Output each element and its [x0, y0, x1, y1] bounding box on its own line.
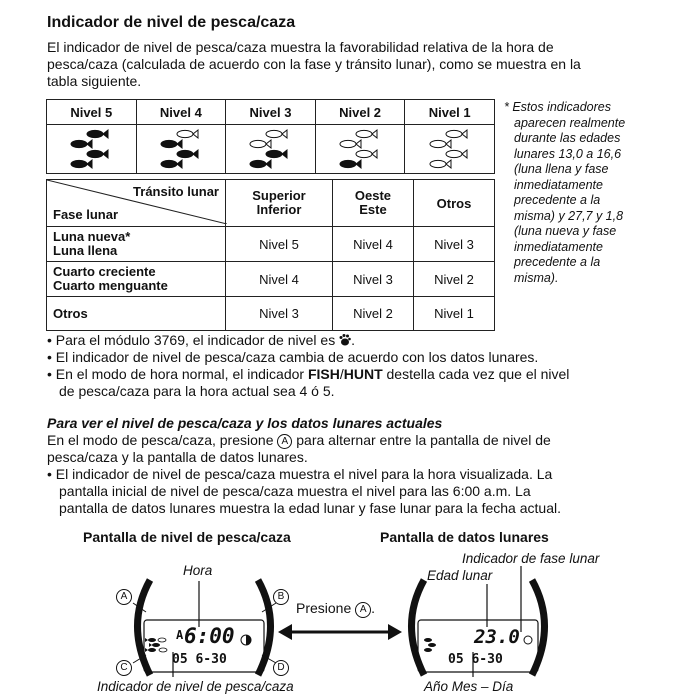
right-diagram-title: Pantalla de datos lunares	[380, 529, 549, 545]
col-header: Otros	[413, 180, 494, 227]
key-a-icon: A	[277, 434, 292, 449]
side-note	[504, 100, 674, 286]
col-header: Oeste Este	[332, 180, 413, 227]
left-lcd-letter: A	[176, 628, 184, 642]
corner-top-label: Tránsito lunar	[133, 184, 219, 199]
button-a[interactable]: A	[116, 589, 132, 605]
fish-filled-icon	[177, 150, 198, 158]
level-header: Nivel 4	[136, 100, 226, 125]
transit-table	[46, 179, 495, 331]
fish-outline-icon	[250, 140, 271, 148]
cell: Nivel 1	[413, 297, 494, 331]
key-a-icon: A	[355, 602, 371, 618]
left-fish-indicator	[145, 638, 167, 652]
button-b[interactable]: B	[273, 589, 289, 605]
level-header: Nivel 3	[226, 100, 316, 125]
level-header: Nivel 1	[405, 100, 495, 125]
fish-outline-icon	[430, 140, 451, 148]
side-note-line: durante las edades	[514, 131, 621, 145]
levels-table	[46, 99, 495, 174]
paw-icon	[339, 333, 351, 346]
fish-outline-icon	[430, 160, 451, 168]
fish-outline-icon	[177, 130, 198, 138]
bullet-item: • El indicador de nivel de pesca/caza cambia de acuerdo con los datos lunares.	[47, 349, 539, 365]
left-lcd-date: 05 6-30	[172, 652, 227, 667]
intro-line: tabla siguiente.	[47, 73, 142, 89]
bullet-item: • Para el módulo 3769, el indicador de nivel es .	[47, 332, 355, 348]
level-fish-cell	[315, 125, 405, 174]
fish-icon-group	[151, 126, 211, 172]
label-indicador-fase: Indicador de fase lunar	[462, 551, 600, 566]
right-moon-icon	[524, 636, 532, 644]
intro-line: pesca/caza (calculada de acuerdo con la fase y tránsito lunar), como se muestra en la	[47, 56, 581, 72]
fish-outline-icon	[446, 150, 467, 158]
page-title: Indicador de nivel de pesca/caza	[47, 14, 296, 31]
cell: Nivel 4	[332, 227, 413, 262]
left-moon-phase	[246, 635, 251, 645]
left-lcd-time: 6:00	[184, 624, 235, 648]
right-fish-indicator	[424, 638, 436, 652]
side-note-line: precedente a la	[514, 255, 601, 269]
fish-filled-icon	[161, 160, 182, 168]
cell: Nivel 2	[332, 297, 413, 331]
intro-line: El indicador de nivel de pesca/caza muestra la favorabilidad relativa de la hora de	[47, 39, 554, 55]
side-note-line: aparecen realmente	[514, 115, 626, 130]
corner-bottom-label: Fase lunar	[53, 207, 119, 222]
bullet-list	[47, 332, 677, 400]
bullet-item: • En el modo de hora normal, el indicador FISH/HUNT destella cada vez que el nivel	[47, 366, 570, 382]
level-fish-cell	[136, 125, 226, 174]
side-note-line: misma).	[514, 270, 559, 285]
right-lcd-date: 05 6-30	[448, 652, 503, 667]
level-header: Nivel 5	[47, 100, 137, 125]
side-note-line: lunares 13,0 a 16,6	[514, 146, 622, 161]
fish-outline-icon	[356, 150, 377, 158]
side-note-line: misma) y 27,7 y 1,8	[514, 208, 624, 223]
row-label: Luna nueva* Luna llena	[47, 227, 226, 262]
row-label: Cuarto creciente Cuarto menguante	[47, 262, 226, 297]
side-note-line: (luna llena y fase	[514, 162, 609, 176]
side-note-line: (luna nueva y fase	[514, 224, 617, 238]
level-fish-cell	[405, 125, 495, 174]
fish-filled-icon	[71, 140, 92, 148]
fish-filled-icon	[250, 160, 271, 168]
cell: Nivel 3	[413, 227, 494, 262]
col-header: Superior Inferior	[226, 180, 333, 227]
row-label: Otros	[47, 297, 226, 331]
level-fish-cell	[47, 125, 137, 174]
corner-cell	[47, 180, 226, 227]
bullet-item-cont: de pesca/caza para la hora actual sea 4 ó 5.	[59, 383, 335, 399]
label-indicador-nivel: Indicador de nivel de pesca/caza	[97, 679, 294, 694]
section-body: En el modo de pesca/caza, presione A para alternar entre la pantalla de nivel de pesca/caza y la pantalla de datos lunares. • El indicador de nivel de pesca/caza muestra el nivel para la hora visualizada. La pantalla inicial de nivel de pesca/caza muestra el nivel para las 6:00 a.m. La pantalla de datos lunares muestra la edad lunar y fase lunar para la fecha actual.	[47, 432, 561, 516]
side-note-line: * Estos indicadores	[504, 100, 612, 114]
cell: Nivel 3	[332, 262, 413, 297]
fish-outline-icon	[340, 140, 361, 148]
fish-outline-icon	[446, 130, 467, 138]
presione-label: Presione A .	[296, 600, 376, 616]
fish-icon-group	[61, 126, 121, 172]
fish-outline-icon	[356, 130, 377, 138]
fish-filled-icon	[87, 130, 108, 138]
fish-icon-group	[420, 126, 480, 172]
fish-filled-icon	[340, 160, 361, 168]
button-c[interactable]: C	[116, 660, 132, 676]
level-header: Nivel 2	[315, 100, 405, 125]
fish-outline-icon	[266, 130, 287, 138]
left-diagram-title: Pantalla de nivel de pesca/caza	[83, 529, 291, 545]
label-fecha: Año Mes – Día	[424, 679, 514, 694]
intro-paragraph	[47, 39, 667, 90]
section-heading: Para ver el nivel de pesca/caza y los datos lunares actuales	[47, 415, 443, 431]
fish-filled-icon	[161, 140, 182, 148]
button-d[interactable]: D	[273, 660, 289, 676]
double-arrow	[278, 624, 402, 640]
cell: Nivel 3	[226, 297, 333, 331]
side-note-line: precedente a la	[514, 193, 601, 207]
right-lcd-age: 23.0	[474, 626, 520, 648]
side-note-line: inmediatamente	[514, 177, 603, 192]
label-hora: Hora	[183, 563, 213, 578]
fish-icon-group	[330, 126, 390, 172]
level-fish-cell	[226, 125, 316, 174]
cell: Nivel 2	[413, 262, 494, 297]
cell: Nivel 4	[226, 262, 333, 297]
side-note-line: inmediatamente	[514, 239, 603, 254]
fish-icon-group	[240, 126, 300, 172]
fish-filled-icon	[266, 150, 287, 158]
label-edad-lunar: Edad lunar	[427, 568, 493, 583]
fish-filled-icon	[71, 160, 92, 168]
fish-filled-icon	[87, 150, 108, 158]
left-moon-icon	[241, 635, 251, 645]
cell: Nivel 5	[226, 227, 333, 262]
